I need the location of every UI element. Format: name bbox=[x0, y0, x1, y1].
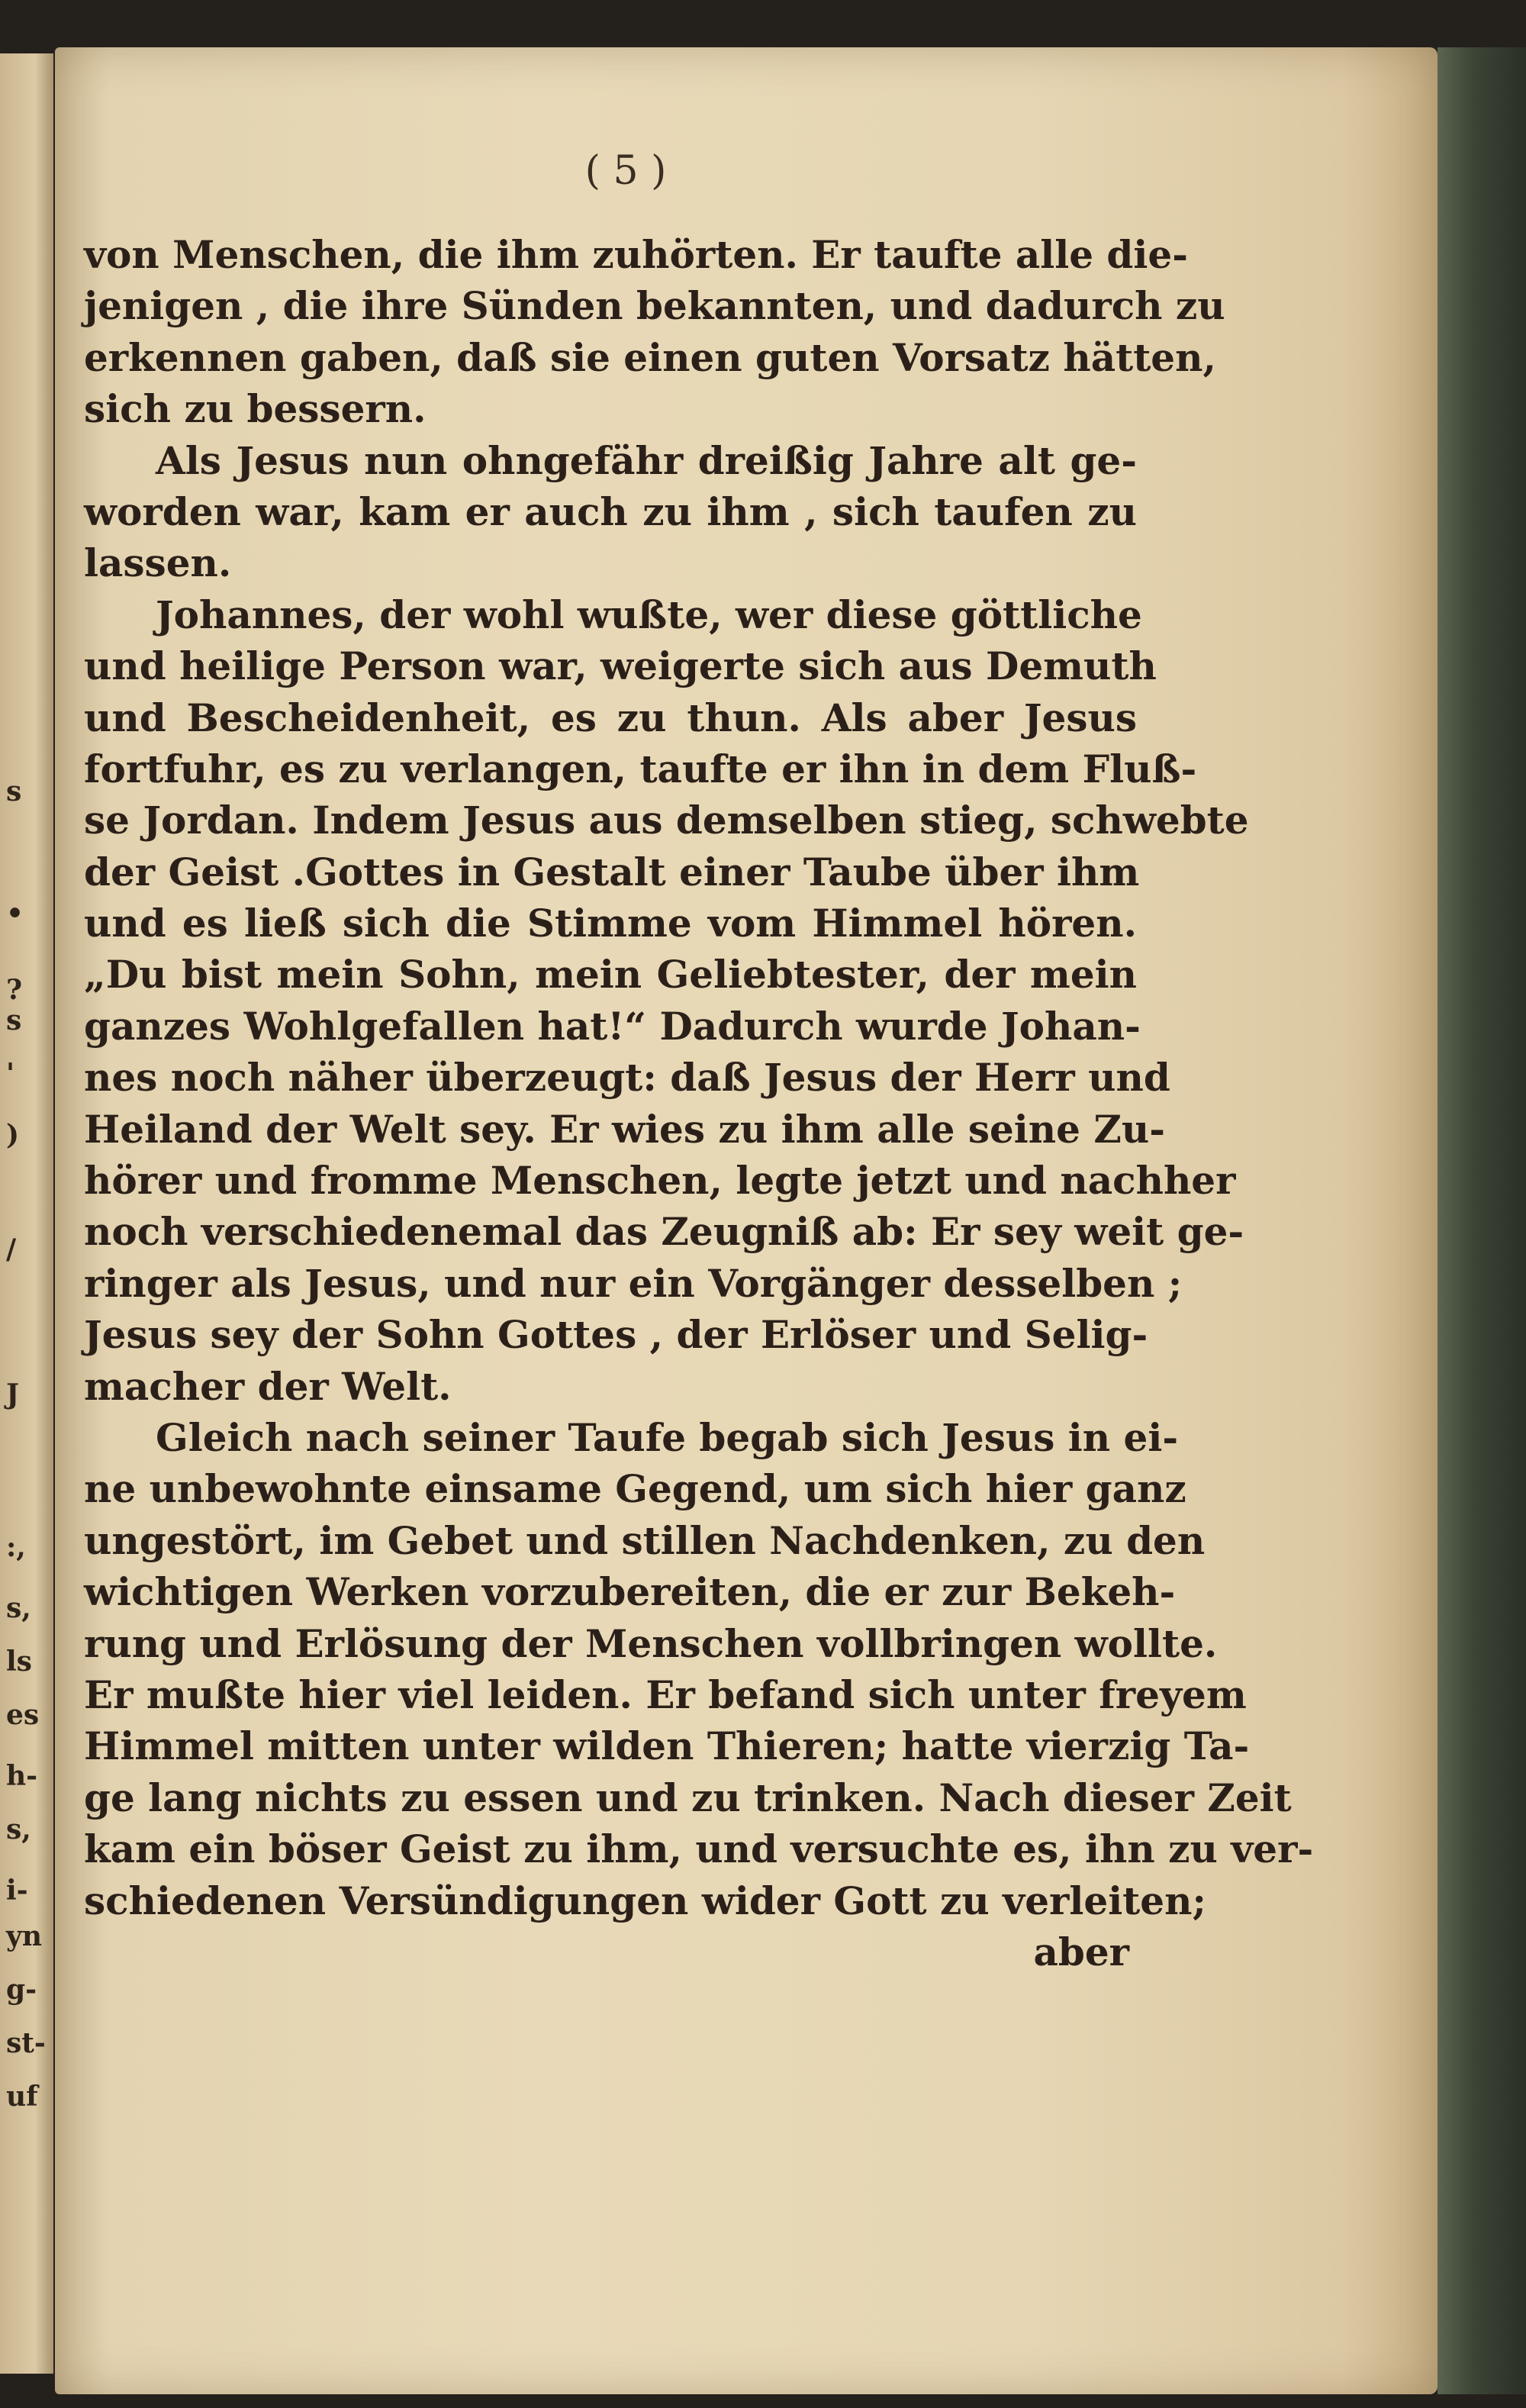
text-line: der Geist .Gottes in Gestalt einer Taube über ihm bbox=[84, 849, 1140, 895]
text-line: ne unbewohnte einsame Gegend, um sich hier ganz bbox=[84, 1466, 1186, 1512]
text-line: schiedenen Versündigungen wider Gott zu verleiten; bbox=[84, 1878, 1206, 1923]
text-line: noch verschiedenemal das Zeugniß ab: Er sey weit ge- bbox=[84, 1209, 1244, 1255]
text-line: jenigen , die ihre Sünden bekannten, und dadurch zu bbox=[84, 283, 1225, 329]
text-line: und Bescheidenheit, es zu thun. Als aber Jesus bbox=[84, 695, 1137, 740]
previous-page-fragment: / bbox=[6, 1233, 17, 1265]
text-line: lassen. bbox=[84, 540, 232, 586]
text-line: rung und Erlösung der Menschen vollbringen wollte. bbox=[84, 1620, 1218, 1666]
text-line: hörer und fromme Menschen, legte jetzt und nachher bbox=[84, 1158, 1236, 1204]
previous-page-fragment: ? bbox=[6, 974, 23, 1006]
previous-page-fragment: s, bbox=[6, 1592, 31, 1624]
text-line: nes noch näher überzeugt: daß Jesus der Herr und bbox=[84, 1055, 1170, 1101]
text-line: und es ließ sich die Stimme vom Himmel hören. bbox=[84, 901, 1137, 946]
text-line: wichtigen Werken vorzubereiten, die er zur Bekeh- bbox=[84, 1569, 1176, 1615]
previous-page-fragment: yn bbox=[6, 1920, 43, 1952]
text-line: ungestört, im Gebet und stillen Nachdenken, zu den bbox=[84, 1517, 1206, 1563]
text-line: von Menschen, die ihm zuhörten. Er taufte alle die- bbox=[84, 232, 1188, 277]
previous-page-edge bbox=[0, 53, 53, 2374]
text-line: Himmel mitten unter wilden Thieren; hatte vierzig Ta- bbox=[84, 1723, 1250, 1769]
page-number: ( 5 ) bbox=[584, 148, 667, 194]
previous-page-fragment: :, bbox=[6, 1531, 26, 1563]
previous-page-fragment: ) bbox=[6, 1119, 20, 1151]
previous-page-fragment: uf bbox=[6, 2081, 38, 2113]
text-line: ganzes Wohlgefallen hat!“ Dadurch wurde Johan- bbox=[84, 1003, 1141, 1049]
text-line: Als Jesus nun ohngefähr dreißig Jahre alt ge- bbox=[156, 437, 1137, 483]
text-line: Heiland der Welt sey. Er wies zu ihm alle seine Zu- bbox=[84, 1106, 1165, 1152]
text-line: Gleich nach seiner Taufe begab sich Jesus in ei- bbox=[156, 1414, 1179, 1460]
text-line: sich zu bessern. bbox=[84, 386, 427, 432]
previous-page-fragment: s, bbox=[6, 1813, 31, 1845]
text-line: Johannes, der wohl wußte, wer diese göttliche bbox=[156, 592, 1142, 637]
text-line: Er mußte hier viel leiden. Er befand sich unter freyem bbox=[84, 1671, 1247, 1717]
previous-page-fragment: h- bbox=[6, 1760, 38, 1792]
previous-page-fragment: i- bbox=[6, 1875, 28, 1907]
previous-page-fragment: • bbox=[6, 898, 24, 930]
previous-page-fragment: st- bbox=[6, 2027, 46, 2059]
previous-page-fragment: ' bbox=[6, 1058, 15, 1090]
text-line: „Du bist mein Sohn, mein Geliebtester, der mein bbox=[84, 952, 1137, 998]
text-line: worden war, kam er auch zu ihm , sich taufen zu bbox=[84, 488, 1137, 534]
previous-page-fragment: s bbox=[6, 1004, 22, 1036]
text-line: fortfuhr, es zu verlangen, taufte er ihn in dem Fluß- bbox=[84, 746, 1197, 791]
body-text bbox=[84, 229, 1314, 1978]
text-line: und heilige Person war, weigerte sich aus Demuth bbox=[84, 643, 1157, 689]
text-line: kam ein böser Geist zu ihm, und versuchte es, ihn zu ver- bbox=[84, 1826, 1314, 1872]
previous-page-fragment: J bbox=[6, 1378, 20, 1410]
text-line: macher der Welt. bbox=[84, 1363, 452, 1409]
text-line: se Jordan. Indem Jesus aus demselben stieg, schwebte bbox=[84, 798, 1249, 843]
text-line: Jesus sey der Sohn Gottes , der Erlöser und Selig- bbox=[84, 1312, 1148, 1358]
previous-page-fragment: ls bbox=[6, 1646, 32, 1678]
previous-page-text-fragments bbox=[0, 53, 46, 2374]
previous-page-fragment: s bbox=[6, 775, 22, 808]
previous-page-fragment: g- bbox=[6, 1974, 37, 2006]
text-line: ge lang nichts zu essen und zu trinken. Nach dieser Zeit bbox=[84, 1775, 1292, 1820]
text-line: ringer als Jesus, und nur ein Vorgänger desselben ; bbox=[84, 1260, 1183, 1306]
book-spine bbox=[1437, 47, 1526, 2394]
previous-page-fragment: es bbox=[6, 1699, 40, 1731]
catchword: aber bbox=[1033, 1929, 1129, 1974]
text-line: erkennen gaben, daß sie einen guten Vorsatz hätten, bbox=[84, 334, 1216, 380]
